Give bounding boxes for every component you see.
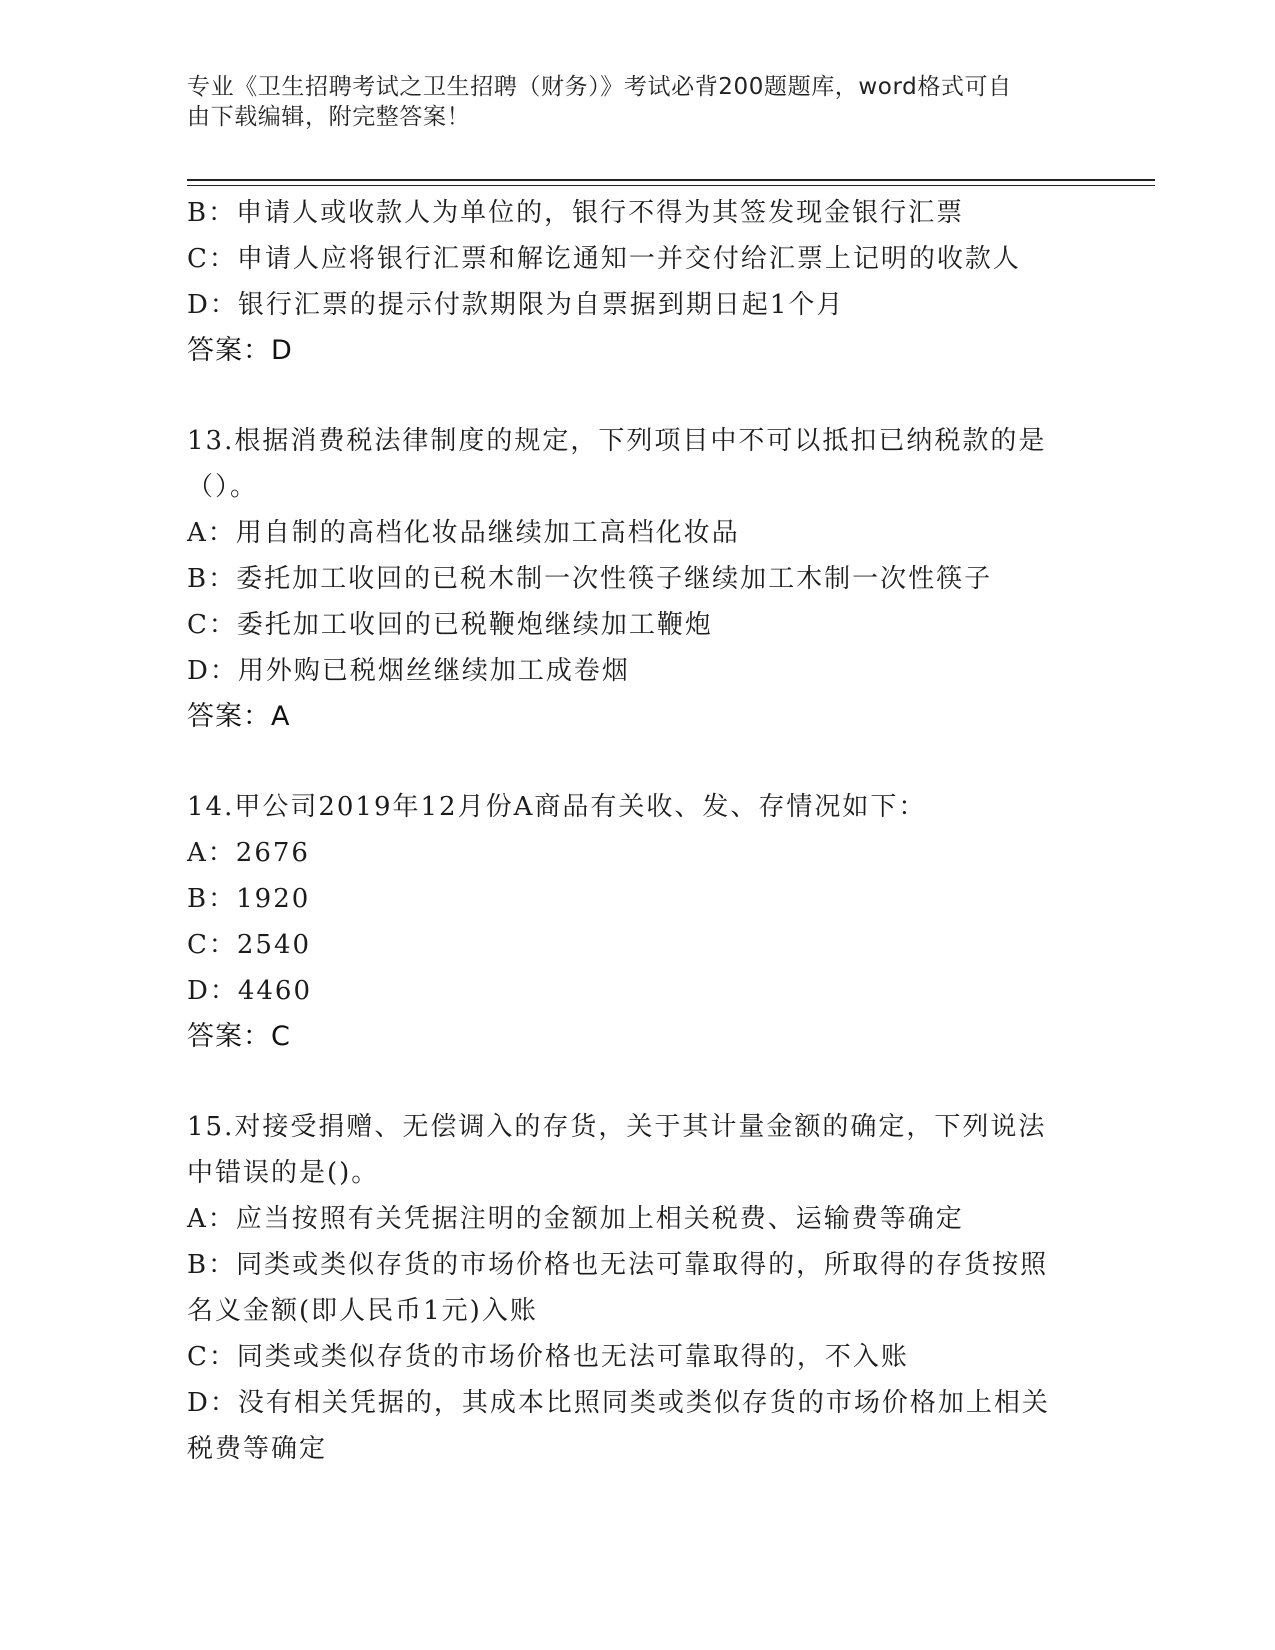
option-a: A：应当按照有关凭据注明的金额加上相关税费、运输费等确定 xyxy=(187,1204,964,1234)
spacer xyxy=(187,1060,1087,1104)
question-title: 15.对接受捐赠、无偿调入的存货，关于其计量金额的确定，下列说法中错误的是()。 xyxy=(187,1112,1047,1188)
question-15 xyxy=(187,1104,1087,1472)
answer: 答案：C xyxy=(187,1021,291,1052)
spacer xyxy=(187,740,1087,784)
option-d: D：没有相关凭据的，其成本比照同类或类似存货的市场价格加上相关税费等确定 xyxy=(187,1388,1050,1464)
question-title: 14.甲公司2019年12月份A商品有关收、发、存情况如下： xyxy=(187,792,927,822)
option-a: A：2676 xyxy=(187,838,310,868)
spacer xyxy=(187,374,1087,418)
option-c: C：委托加工收回的已税鞭炮继续加工鞭炮 xyxy=(187,610,713,640)
answer: 答案：D xyxy=(187,335,293,366)
header-line-1: 专业《卫生招聘考试之卫生招聘（财务）》考试必背200题题库，word格式可自 xyxy=(187,74,1012,100)
option-c: C：2540 xyxy=(187,930,312,960)
header-divider-thick xyxy=(187,179,1155,181)
option-d: D：4460 xyxy=(187,976,313,1006)
option-b: B：同类或类似存货的市场价格也无法可靠取得的，所取得的存货按照名义金额(即人民币1元)入账 xyxy=(187,1250,1049,1326)
answer: 答案：A xyxy=(187,701,291,732)
header-divider-thin xyxy=(187,185,1155,186)
option-d: D：银行汇票的提示付款期限为自票据到期日起1个月 xyxy=(187,290,845,320)
option-b: B：委托加工收回的已税木制一次性筷子继续加工木制一次性筷子 xyxy=(187,564,993,594)
option-c: C：同类或类似存货的市场价格也无法可靠取得的，不入账 xyxy=(187,1342,909,1372)
question-12 xyxy=(187,190,1087,374)
question-list xyxy=(187,190,1087,1472)
document-header xyxy=(187,72,1067,132)
header-line-2: 由下载编辑，附完整答案！ xyxy=(187,104,471,130)
question-title: 13.根据消费税法律制度的规定，下列项目中不可以抵扣已纳税款的是（）。 xyxy=(187,426,1047,502)
option-d: D：用外购已税烟丝继续加工成卷烟 xyxy=(187,656,630,686)
option-b: B：申请人或收款人为单位的，银行不得为其签发现金银行汇票 xyxy=(187,198,965,228)
option-c: C：申请人应将银行汇票和解讫通知一并交付给汇票上记明的收款人 xyxy=(187,244,1021,274)
question-13 xyxy=(187,418,1087,740)
option-b: B：1920 xyxy=(187,884,311,914)
option-a: A：用自制的高档化妆品继续加工高档化妆品 xyxy=(187,518,740,548)
question-14 xyxy=(187,784,1087,1060)
